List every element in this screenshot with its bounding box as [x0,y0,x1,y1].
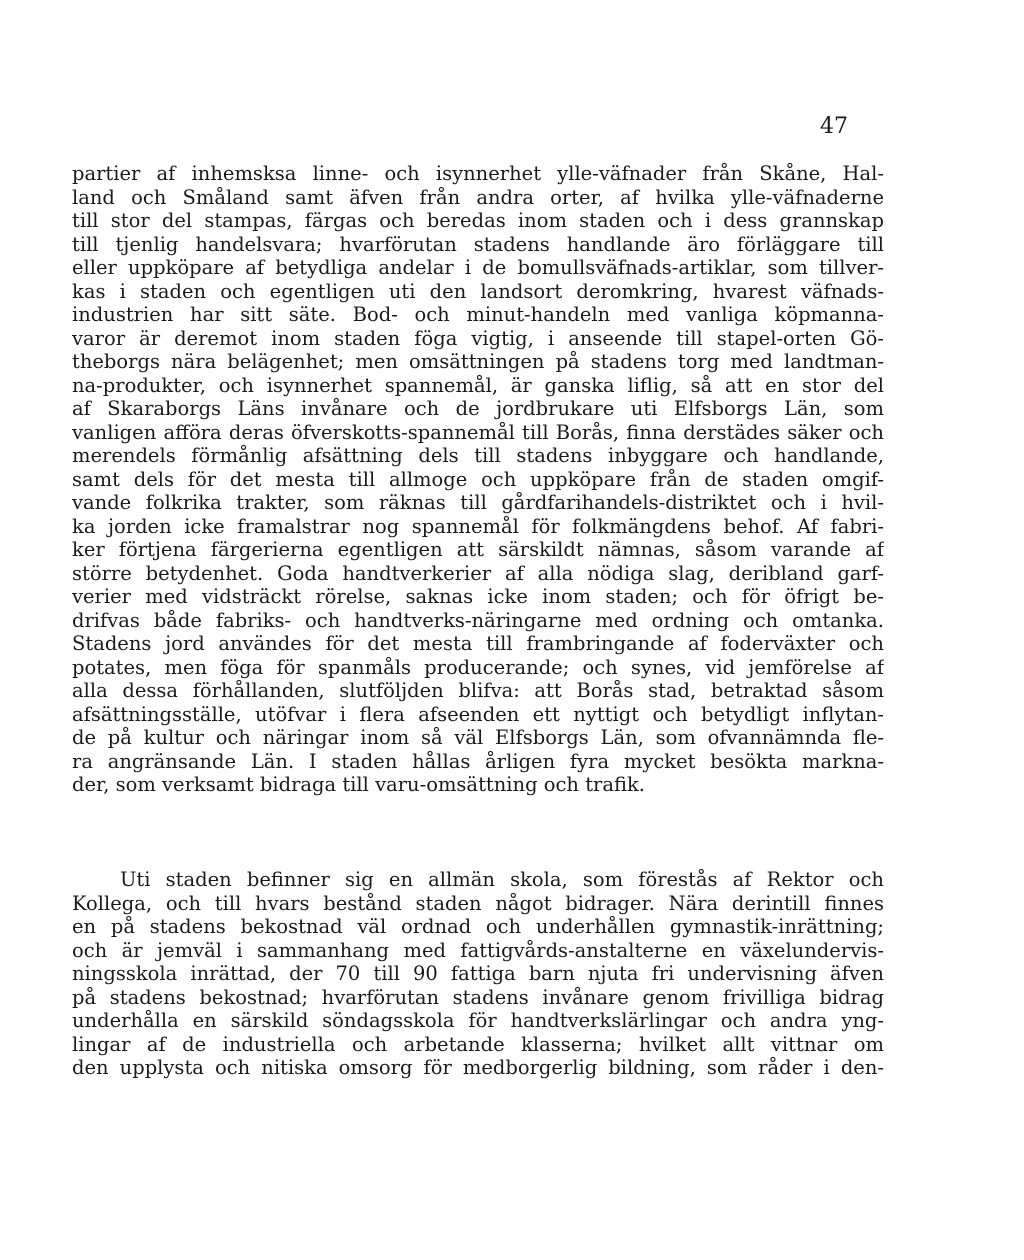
text-line: afsättningsställe, utöfvar i flera afseenden ett nyttigt och betydligt inflytan- [72,702,884,726]
text-line: Stadens jord användes för det mesta till frambringande af foderväxter och [72,632,884,655]
text-line: drifvas både fabriks- och handtverks-näringarne med ordning och omtanka. [72,608,884,632]
page-number: 47 [820,114,848,139]
text-line: samt dels för det mesta till allmoge och uppköpare från de staden omgif- [72,467,884,491]
text-line: partier af inhemsksa linne- och isynnerhet ylle-väfnader från Skåne, Hal- [72,162,884,185]
text-line: kas i staden och egentligen uti den landsort deromkring, hvarest väfnads- [72,279,884,303]
paragraph-1 [72,162,884,797]
text-line: underhålla en särskild söndagsskola för handtverkslärlingar och andra yng- [72,1009,884,1032]
text-line: potates, men föga för spanmåls producerande; och synes, vid jemförelse af [72,655,884,679]
text-line: ker förtjena färgerierna egentligen att särskildt nämnas, såsom varande af [72,538,884,561]
text-line: på stadens bekostnad; hvarförutan stadens invånare genom frivilliga bidrag [72,985,884,1009]
text-line: en på stadens bekostnad väl ordnad och underhållen gymnastik-inrättning; [72,915,884,938]
text-line: lingar af de industriella och arbetande klasserna; hvilket allt vittnar om [72,1032,884,1056]
text-line: vanligen afföra deras öfverskotts-spannemål till Borås, finna derstädes säker och [72,420,884,444]
text-line: till stor del stampas, färgas och beredas inom staden och i dess grannskap [72,209,884,232]
text-line: land och Småland samt äfven från andra orter, af hvilka ylle-väfnaderne [72,185,884,209]
text-line: ra angränsande Län. I staden hållas årligen fyra mycket besökta markna- [72,749,884,773]
text-line: Uti staden befinner sig en allmän skola, som förestås af Rektor och [120,868,884,891]
text-line: större betydenhet. Goda handtverkerier af alla nödiga slag, deribland garf- [72,561,884,585]
text-line: eller uppköpare af betydliga andelar i de bomullsväfnads-artiklar, som tillver- [72,256,884,279]
text-line: de på kultur och näringar inom så väl Elfsborgs Län, som ofvannämnda fle- [72,726,884,749]
text-line: industrien har sitt säte. Bod- och minut-handeln med vanliga köpmanna- [72,303,884,326]
paragraph-2 [72,868,884,1080]
text-line: till tjenlig handelsvara; hvarförutan stadens handlande äro förläggare till [72,232,884,256]
text-line: theborgs nära belägenhet; men omsättningen på stadens torg med landtman- [72,350,884,373]
text-line: ningsskola inrättad, der 70 till 90 fattiga barn njuta fri undervisning äfven [72,962,884,985]
text-line: Kollega, och till hvars bestånd staden något bidrager. Nära derintill finnes [72,891,884,915]
text-line: ka jorden icke framalstrar nog spannemål för folkmängdens behof. Af fabri- [72,514,884,538]
text-line: merendels förmånlig afsättning dels till stadens inbyggare och handlande, [72,444,884,467]
text-line: der, som verksamt bidraga till varu-omsättning och trafik. [72,773,645,796]
text-line: vande folkrika trakter, som räknas till gårdfarihandels-distriktet och i hvil- [72,491,884,514]
text-line: na-produkter, och isynnerhet spannemål, är ganska liflig, så att en stor del [72,373,884,397]
text-line: af Skaraborgs Läns invånare och de jordbrukare uti Elfsborgs Län, som [72,397,884,420]
text-line: den upplysta och nitiska omsorg för medborgerlig bildning, som råder i den- [72,1056,884,1079]
text-line: och är jemväl i sammanhang med fattigvårds-anstalterne en växelundervis- [72,938,884,962]
text-line: verier med vidsträckt rörelse, saknas icke inom staden; och för öfrigt be- [72,585,884,608]
text-line: varor är deremot inom staden föga vigtig, i anseende till stapel-orten Gö- [72,326,884,350]
text-line: alla dessa förhållanden, slutföljden blifva: att Borås stad, betraktad såsom [72,679,884,702]
